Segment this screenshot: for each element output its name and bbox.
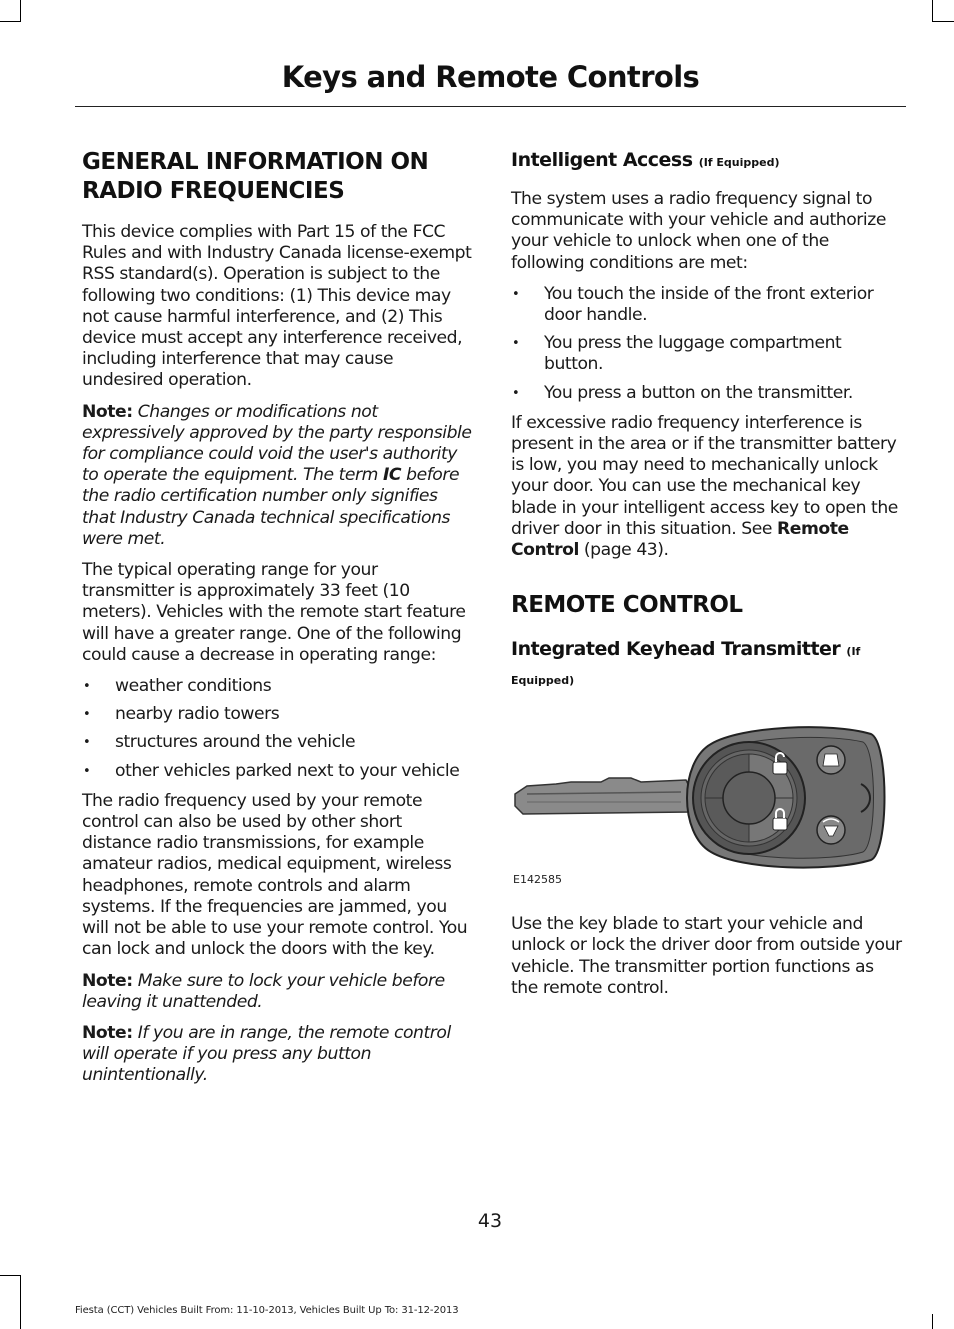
subheading-intelligent-access [511, 148, 903, 175]
subheading-text: Intelligent Access [511, 149, 693, 171]
paragraph: Use the key blade to start your vehicle and unlock or lock the driver door from outside your vehicle. The transmitter portion functions as the remote control. [511, 914, 902, 998]
crop-mark [932, 21, 954, 22]
crop-mark [0, 1275, 21, 1276]
ic-term: IC [382, 465, 402, 486]
paragraph-text: If excessive radio frequency interference is present in the area or if the transmitter battery is low, you may need to mechanically unlock your door. You can use the mechanical key blade in your intelligent access key to open the driver door in this situation. See [511, 412, 898, 539]
note-label: Note: [82, 401, 133, 422]
crop-mark [932, 0, 933, 22]
paragraph: This device complies with Part 15 of the FCC Rules and with Industry Canada license-exempt RSS standard(s). Operation is subject to the following two conditions: (1) This device may not cause harmful interference, and (2) This device must accept any interference received, including interference that may cause undesired operation. [82, 222, 472, 391]
crop-mark [20, 0, 21, 22]
page-number: 43 [477, 1210, 503, 1232]
list-item: • You touch the inside of the front exterior door handle. [511, 284, 903, 326]
note [82, 1023, 472, 1087]
subheading-text: Integrated Keyhead Transmitter [511, 638, 841, 661]
left-column [82, 148, 472, 1097]
page-title: Keys and Remote Controls [281, 60, 700, 94]
footer-text: Fiesta (CCT) Vehicles Built From: 11-10-2013, Vehicles Built Up To: 31-12-2013 [75, 1305, 459, 1316]
paragraph [511, 413, 903, 561]
right-column [511, 148, 903, 1009]
crop-mark [932, 1314, 933, 1329]
paragraph: The radio frequency used by your remote control can also be used by other short distance radio transmissions, for example amateur radios, medical equipment, wireless headphones, remote controls and alarm systems. If the frequencies are jammed, you will not be able to use your remote control. You can lock and unlock the doors with the key. [82, 790, 468, 960]
note-text: before the radio certification number only signifies that Industry Canada technical specifications were met. [82, 465, 460, 549]
key-transmitter-illustration [511, 724, 903, 914]
note-label: Note: [82, 1022, 133, 1043]
subheading-qualifier: (If [846, 645, 861, 659]
bullet-list [82, 676, 472, 782]
list-item: • You press the luggage compartment button. [511, 333, 903, 375]
cross-reference-link[interactable]: Remote Control [511, 518, 849, 561]
list-item: • You press a button on the transmitter. [511, 383, 903, 404]
section-heading-radio-frequencies: GENERAL INFORMATION ON RADIO FREQUENCIES [82, 149, 429, 204]
list-item: • weather conditions [82, 676, 472, 697]
paragraph: The system uses a radio frequency signal to communicate with your vehicle and authorize your vehicle to unlock when one of the following conditions are met: [511, 189, 886, 273]
key-transmitter-icon [511, 724, 891, 874]
bullet-list [511, 284, 903, 404]
section-heading-remote-control: REMOTE CONTROL [511, 592, 743, 619]
note-text: If you are in range, the remote control will operate if you press any button unintentionally. [82, 1022, 451, 1086]
subheading-qualifier: Equipped) [511, 674, 575, 688]
list-item: • nearby radio towers [82, 704, 472, 725]
note-label: Note: [82, 970, 133, 991]
note-text: Make sure to lock your vehicle before leaving it unattended. [82, 970, 445, 1012]
crop-mark [0, 21, 21, 22]
figure-code: E142585 [513, 873, 562, 887]
crop-mark [20, 1275, 21, 1329]
note-text: Changes or modifications not expressively approved by the party responsible for compliance could void the user's authority to operate the equipment. The term [82, 401, 472, 486]
list-item: • structures around the vehicle [82, 732, 472, 753]
subheading-integrated-keyhead [511, 636, 903, 694]
paragraph: The typical operating range for your transmitter is approximately 33 feet (10 meters). Vehicles with the remote start feature will have a greater range. One of the following could cause a decrease in operating range: [82, 560, 466, 665]
subheading-qualifier: (If Equipped) [698, 156, 780, 169]
note [82, 402, 472, 550]
list-item: • other vehicles parked next to your vehicle [82, 761, 472, 782]
page-reference: (page 43). [583, 540, 669, 561]
note [82, 971, 472, 1013]
title-divider [75, 106, 906, 107]
